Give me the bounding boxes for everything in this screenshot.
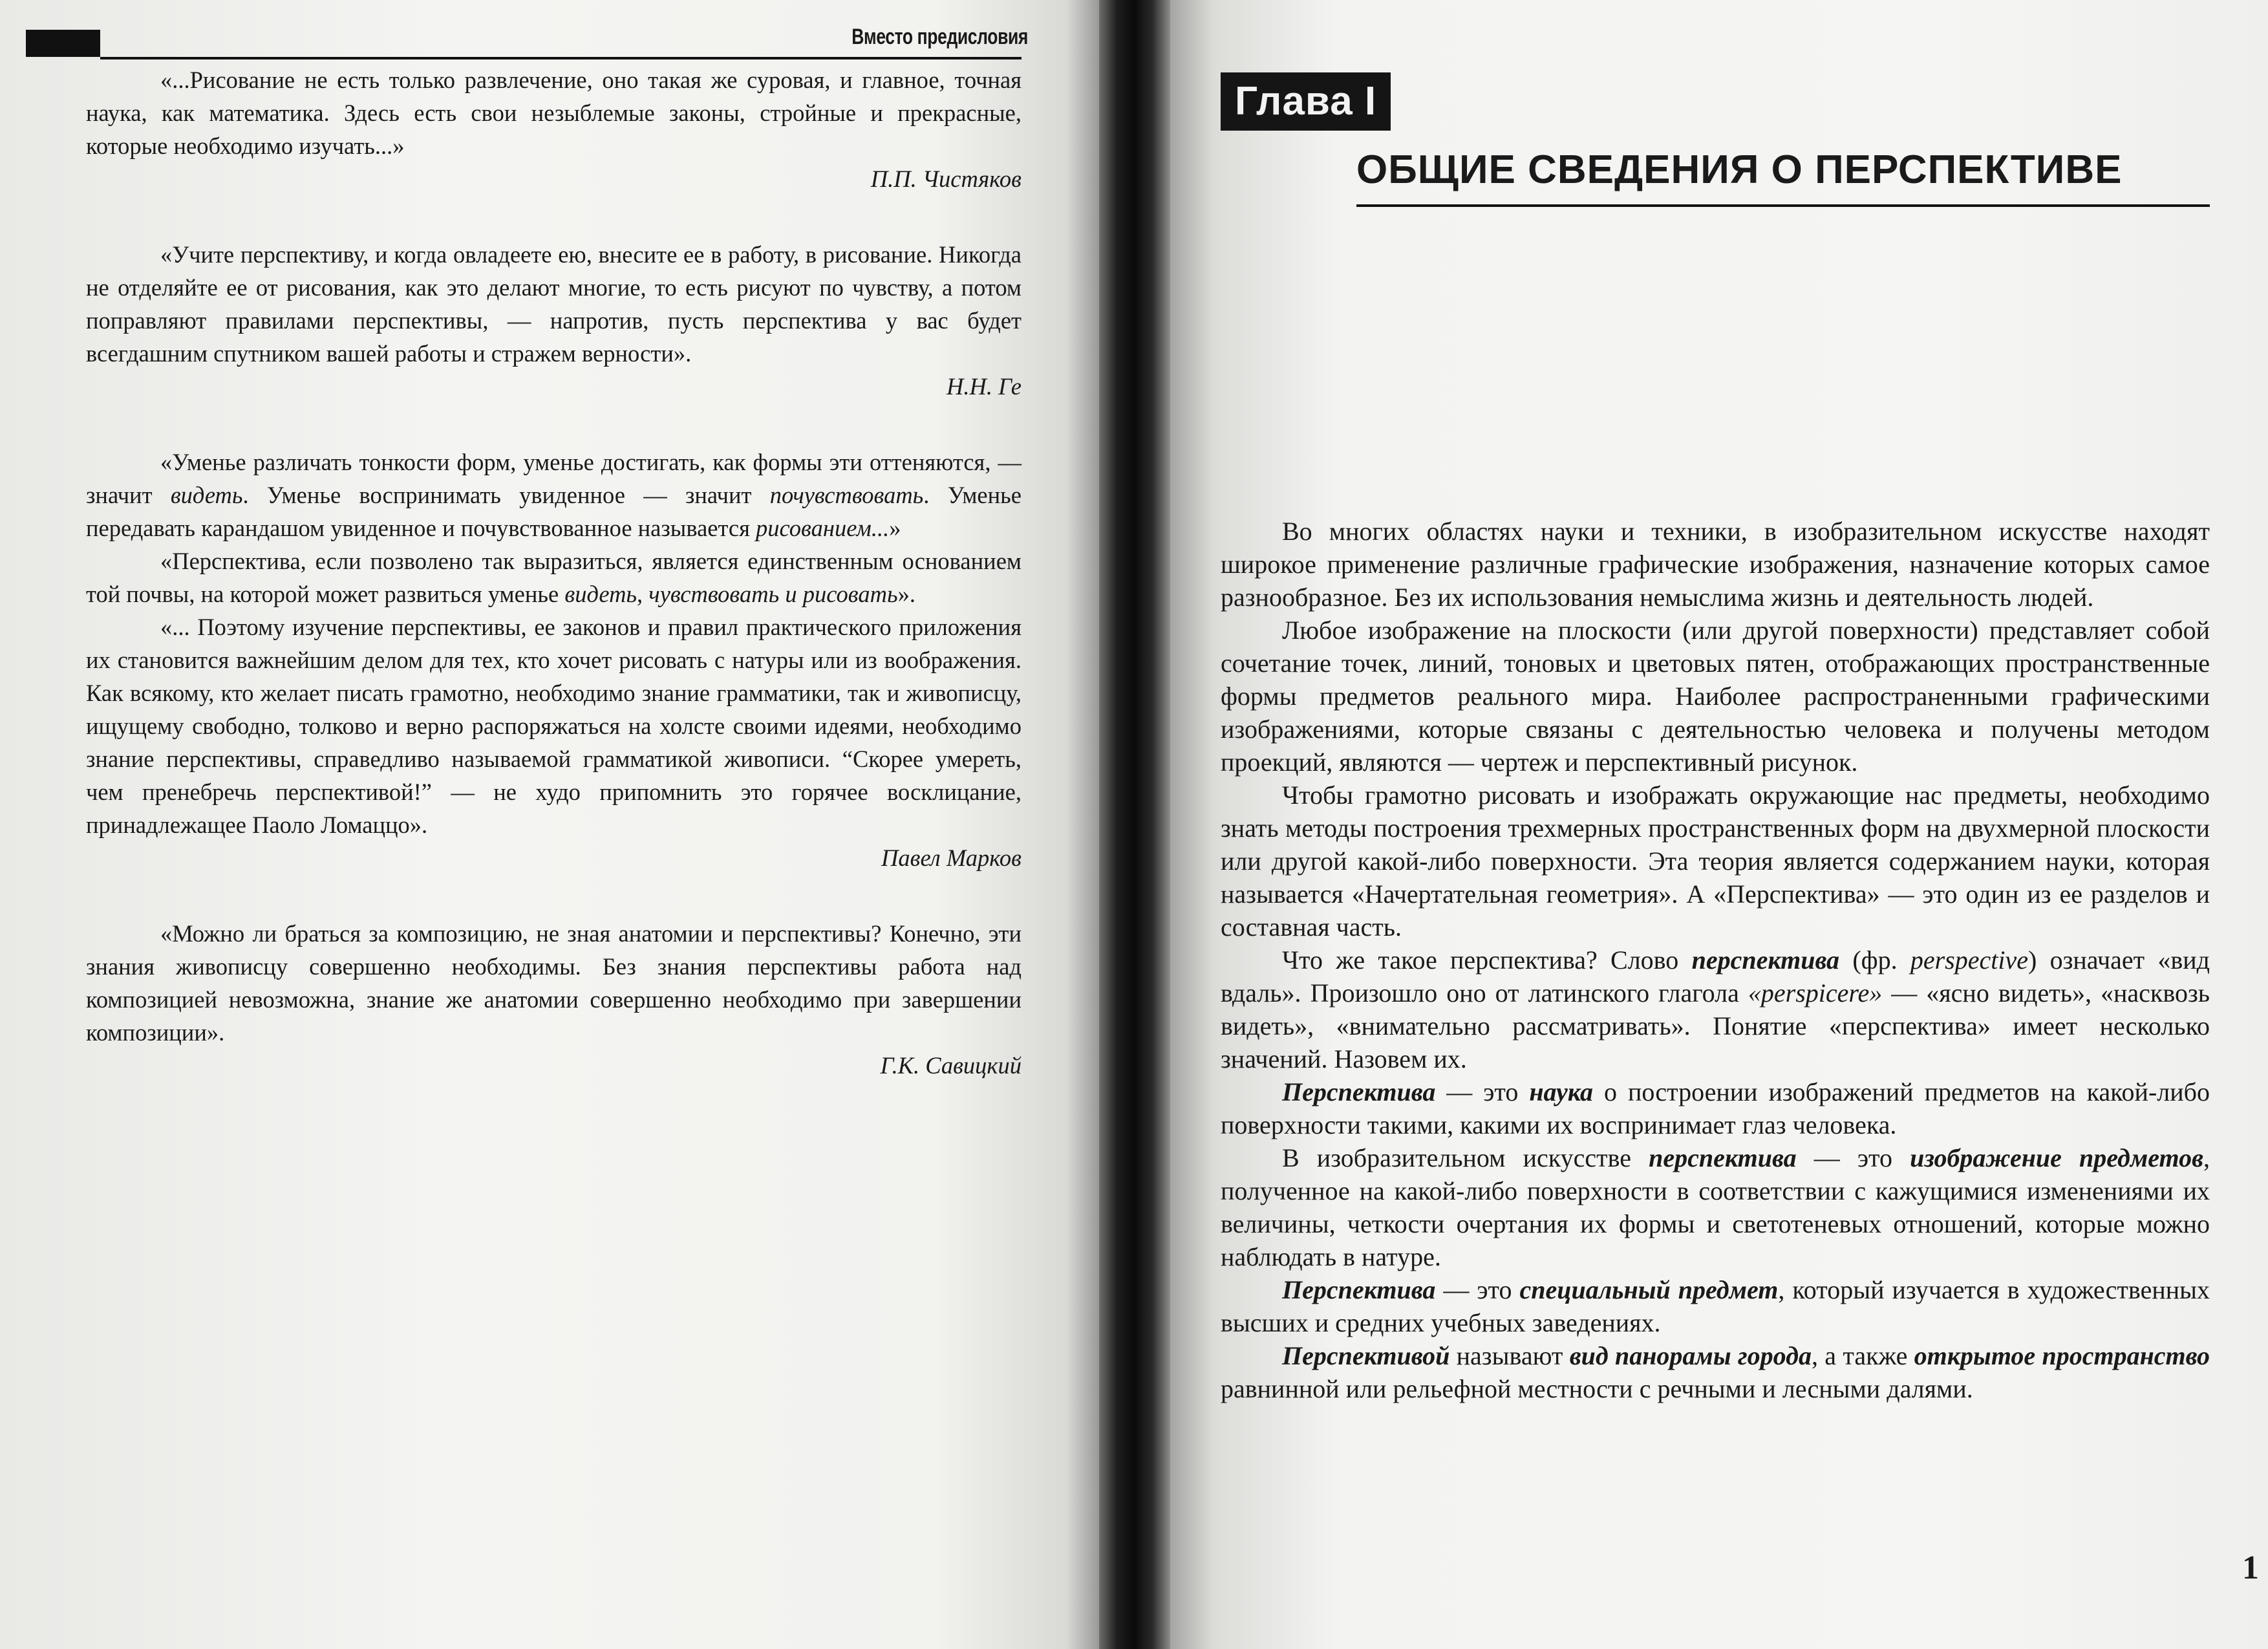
quote-ge (86, 238, 1022, 403)
body-paragraph: Любое изображение на плоскости (или другой поверхности) представляет собой сочетание точек, линий, тоновых и цветовых пятен, отображающих пространственные формы предметов реального мира. Наиболее распространенными графическими изображениями, которые связаны с деятельностью человека и получены методом проекций, являются — чертеж и перспективный рисунок. (1221, 616, 2210, 777)
book-gutter (1099, 0, 1170, 1649)
quote-text: «Можно ли браться за композицию, не зная анатомии и перспективы? Конечно, эти знания живописцу совершенно необходимы. Без знания перспективы работа над композицией невозможна, знание же анатомии совершенно необходимо при завершении композиции». (86, 920, 1022, 1046)
chapter-label: Глава I (1221, 72, 1391, 131)
chapter-title: ОБЩИЕ СВЕДЕНИЯ О ПЕРСПЕКТИВЕ (1356, 147, 2123, 192)
quote-markov (86, 446, 1022, 874)
body-paragraph: Чтобы грамотно рисовать и изображать окружающие нас предметы, необходимо знать методы построения трехмерных пространственных форм на двухмерной плоскости или другой какой-либо поверхности. Эта теория является содержанием науки, которая называется «Начертательная геометрия». А «Перспектива» — это один из ее разделов и составная часть. (1221, 781, 2210, 942)
quote-text: «Учите перспективу, и когда овладеете ею, внесите ее в работу, в рисование. Никогда не отделяйте ее от рисования, как это делают многие, то есть рисуют по чувству, а потом поправляют правилами перспективы, — напротив, пусть перспектива у вас будет всегдашним спутником вашей работы и стражем верности». (86, 241, 1022, 367)
header-rule (100, 57, 1022, 59)
quote-author: Г.К. Савицкий (880, 1052, 1022, 1079)
body-paragraph: Перспектива — это специальный предмет, который изучается в художественных высших и средних учебных заведениях. (1221, 1275, 2210, 1337)
quote-text: «... Поэтому изучение перспективы, ее законов и правил практического приложения их становится важнейшим делом для тех, кто хочет рисовать с натуры или из воображения. Как всякому, кто желает писать грамотно, необходимо знание грамматики, так и живописцу, ищущему свободно, толково и верно распоряжаться на холсте своими идеями, необходимо знание перспективы, справедливо называемой грамматикой живописи. “Скорее умереть, чем пренебречь перспективой!” — не худо припомнить это горячее восклицание, принадлежащее Паоло Ломаццо». (86, 614, 1022, 838)
header-black-tab (26, 30, 100, 57)
chapter-title-rule (1356, 204, 2210, 207)
quote-author: П.П. Чистяков (870, 166, 1022, 192)
body-paragraph: Во многих областях науки и техники, в изобразительном искусстве находят широкое применение различные графические изображения, назначение которых самое разнообразное. Без их использования немыслима жизнь и деятельность людей. (1221, 517, 2210, 612)
left-page (0, 0, 1099, 1649)
chapter-body (1221, 515, 2210, 1405)
quote-chistyakov (86, 63, 1022, 195)
body-paragraph: Перспектива — это наука о построении изображений предметов на какой-либо поверхности такими, какими их воспринимает глаз человека. (1221, 1077, 2210, 1139)
quote-text: «Уменье различать тонкости форм, уменье достигать, как формы эти оттеняются, — значит видеть. Уменье воспринимать увиденное — значит почувствовать. Уменье передавать карандашом увиденное и почувствованное называется рисованием...» (86, 449, 1022, 541)
quote-text: «...Рисование не есть только развлечение, оно такая же суровая, и главное, точная наука, как математика. Здесь есть свои незыблемые законы, стройные и прекрасные, которые необходимо изучать...» (86, 67, 1022, 159)
quote-savitsky (86, 917, 1022, 1082)
body-paragraph: Что же такое перспектива? Слово перспектива (фр. perspective) означает «вид вдаль». Произошло оно от латинского глагола «perspicere» — «ясно видеть», «насквозь видеть», «внимательно рассматривать». Понятие «перспектива» имеет несколько значений. Назовем их. (1221, 945, 2210, 1073)
body-paragraph: В изобразительном искусстве перспектива — это изображение предметов, полученное на какой-либо поверхности в соответствии с кажущимися изменениями их величины, четкости очертания их формы и светотеневых отношений, которые можно наблюдать в натуре. (1221, 1143, 2210, 1271)
quote-text: «Перспектива, если позволено так выразиться, является единственным основанием той почвы, на которой может развиться уменье видеть, чувствовать и рисовать». (86, 548, 1022, 607)
epigraph-column (86, 63, 1022, 1125)
quote-author: Павел Марков (881, 845, 1022, 871)
quote-author: Н.Н. Ге (947, 373, 1022, 400)
running-head: Вместо предисловия (851, 25, 1028, 49)
page-number: 1 (2242, 1549, 2259, 1586)
body-paragraph: Перспективой называют вид панорамы города, а также открытое пространство равнинной или рельефной местности с речными и лесными далями. (1221, 1341, 2210, 1403)
